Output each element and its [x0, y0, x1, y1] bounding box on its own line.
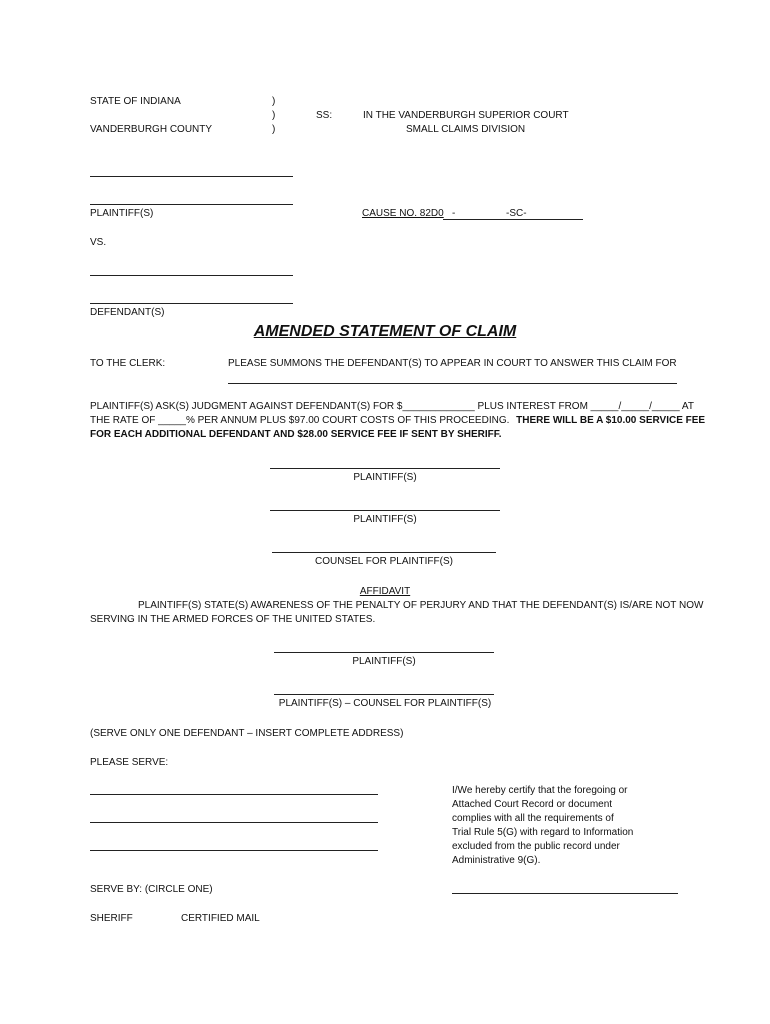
certification-line-4: Trial Rule 5(G) with regard to Information: [452, 827, 634, 838]
certification-signature-line[interactable]: [452, 893, 678, 894]
plaintiff-signature-line-1[interactable]: [270, 468, 500, 469]
plaintiff-signature-line-2[interactable]: [270, 510, 500, 511]
ss-label: SS:: [316, 110, 333, 121]
judgment-line-1: PLAINTIFF(S) ASK(S) JUDGMENT AGAINST DEFENDANT(S) FOR $_____________ PLUS INTEREST FROM _____/_____/_____ AT: [90, 401, 694, 412]
document-title: AMENDED STATEMENT OF CLAIM: [253, 323, 517, 340]
plaintiff-signature-label-1: PLAINTIFF(S): [353, 472, 417, 483]
please-serve-label: PLEASE SERVE:: [90, 757, 169, 768]
clerk-text: PLEASE SUMMONS THE DEFENDANT(S) TO APPEAR IN COURT TO ANSWER THIS CLAIM FOR: [228, 358, 677, 369]
certification-line-5: excluded from the public record under: [452, 841, 620, 852]
counsel-signature-label: COUNSEL FOR PLAINTIFF(S): [315, 556, 453, 567]
paren-2: ): [272, 110, 276, 121]
defendant-label: DEFENDANT(S): [90, 307, 165, 318]
serve-option-certified-mail[interactable]: CERTIFIED MAIL: [181, 913, 260, 924]
plaintiff-line-1[interactable]: [90, 176, 293, 177]
counsel-signature-line[interactable]: [272, 552, 496, 553]
affidavit-line-1: PLAINTIFF(S) STATE(S) AWARENESS OF THE PENALTY OF PERJURY AND THAT THE DEFENDANT(S) IS/ARE NOT NOW: [138, 600, 704, 611]
cause-number-label: CAUSE NO. 82D0: [362, 208, 444, 219]
plaintiff-line-2[interactable]: [90, 204, 293, 205]
serve-option-sheriff[interactable]: SHERIFF: [90, 913, 133, 924]
serve-by-label: SERVE BY: (CIRCLE ONE): [90, 884, 213, 895]
versus-label: VS.: [90, 237, 107, 248]
certification-line-6: Administrative 9(G).: [452, 855, 541, 866]
address-line-3[interactable]: [90, 850, 378, 851]
service-instruction: (SERVE ONLY ONE DEFENDANT – INSERT COMPLETE ADDRESS): [90, 728, 404, 739]
cause-dash: -: [452, 208, 456, 219]
county-label: VANDERBURGH COUNTY: [90, 124, 213, 135]
service-fee-notice-2: FOR EACH ADDITIONAL DEFENDANT AND $28.00 SERVICE FEE IF SENT BY SHERIFF.: [90, 429, 502, 440]
affidavit-signature-line-2[interactable]: [274, 694, 494, 695]
address-line-1[interactable]: [90, 794, 378, 795]
certification-line-3: complies with all the requirements of: [452, 813, 614, 824]
claim-for-line[interactable]: [228, 383, 677, 384]
defendant-line-2[interactable]: [90, 303, 293, 304]
cause-sc: -SC-: [506, 208, 527, 219]
affidavit-line-2: SERVING IN THE ARMED FORCES OF THE UNITED STATES.: [90, 614, 376, 625]
affidavit-signature-label-2: PLAINTIFF(S) – COUNSEL FOR PLAINTIFF(S): [278, 698, 492, 709]
address-line-2[interactable]: [90, 822, 378, 823]
affidavit-heading: AFFIDAVIT: [359, 586, 411, 597]
certification-line-1: I/We hereby certify that the foregoing or: [452, 785, 628, 796]
paren-1: ): [272, 96, 276, 107]
judgment-line-2: THE RATE OF _____% PER ANNUM PLUS $97.00 COURT COSTS OF THIS PROCEEDING.: [90, 415, 510, 426]
certification-line-2: Attached Court Record or document: [452, 799, 613, 810]
court-division: SMALL CLAIMS DIVISION: [406, 124, 526, 135]
plaintiff-signature-label-2: PLAINTIFF(S): [353, 514, 417, 525]
clerk-label: TO THE CLERK:: [90, 358, 166, 369]
court-name: IN THE VANDERBURGH SUPERIOR COURT: [363, 110, 569, 121]
service-fee-notice: THERE WILL BE A $10.00 SERVICE FEE: [516, 415, 706, 426]
plaintiff-label: PLAINTIFF(S): [90, 208, 154, 219]
paren-3: ): [272, 124, 276, 135]
state-label: STATE OF INDIANA: [90, 96, 181, 107]
affidavit-signature-label-1: PLAINTIFF(S): [352, 656, 416, 667]
affidavit-signature-line-1[interactable]: [274, 652, 494, 653]
defendant-line-1[interactable]: [90, 275, 293, 276]
